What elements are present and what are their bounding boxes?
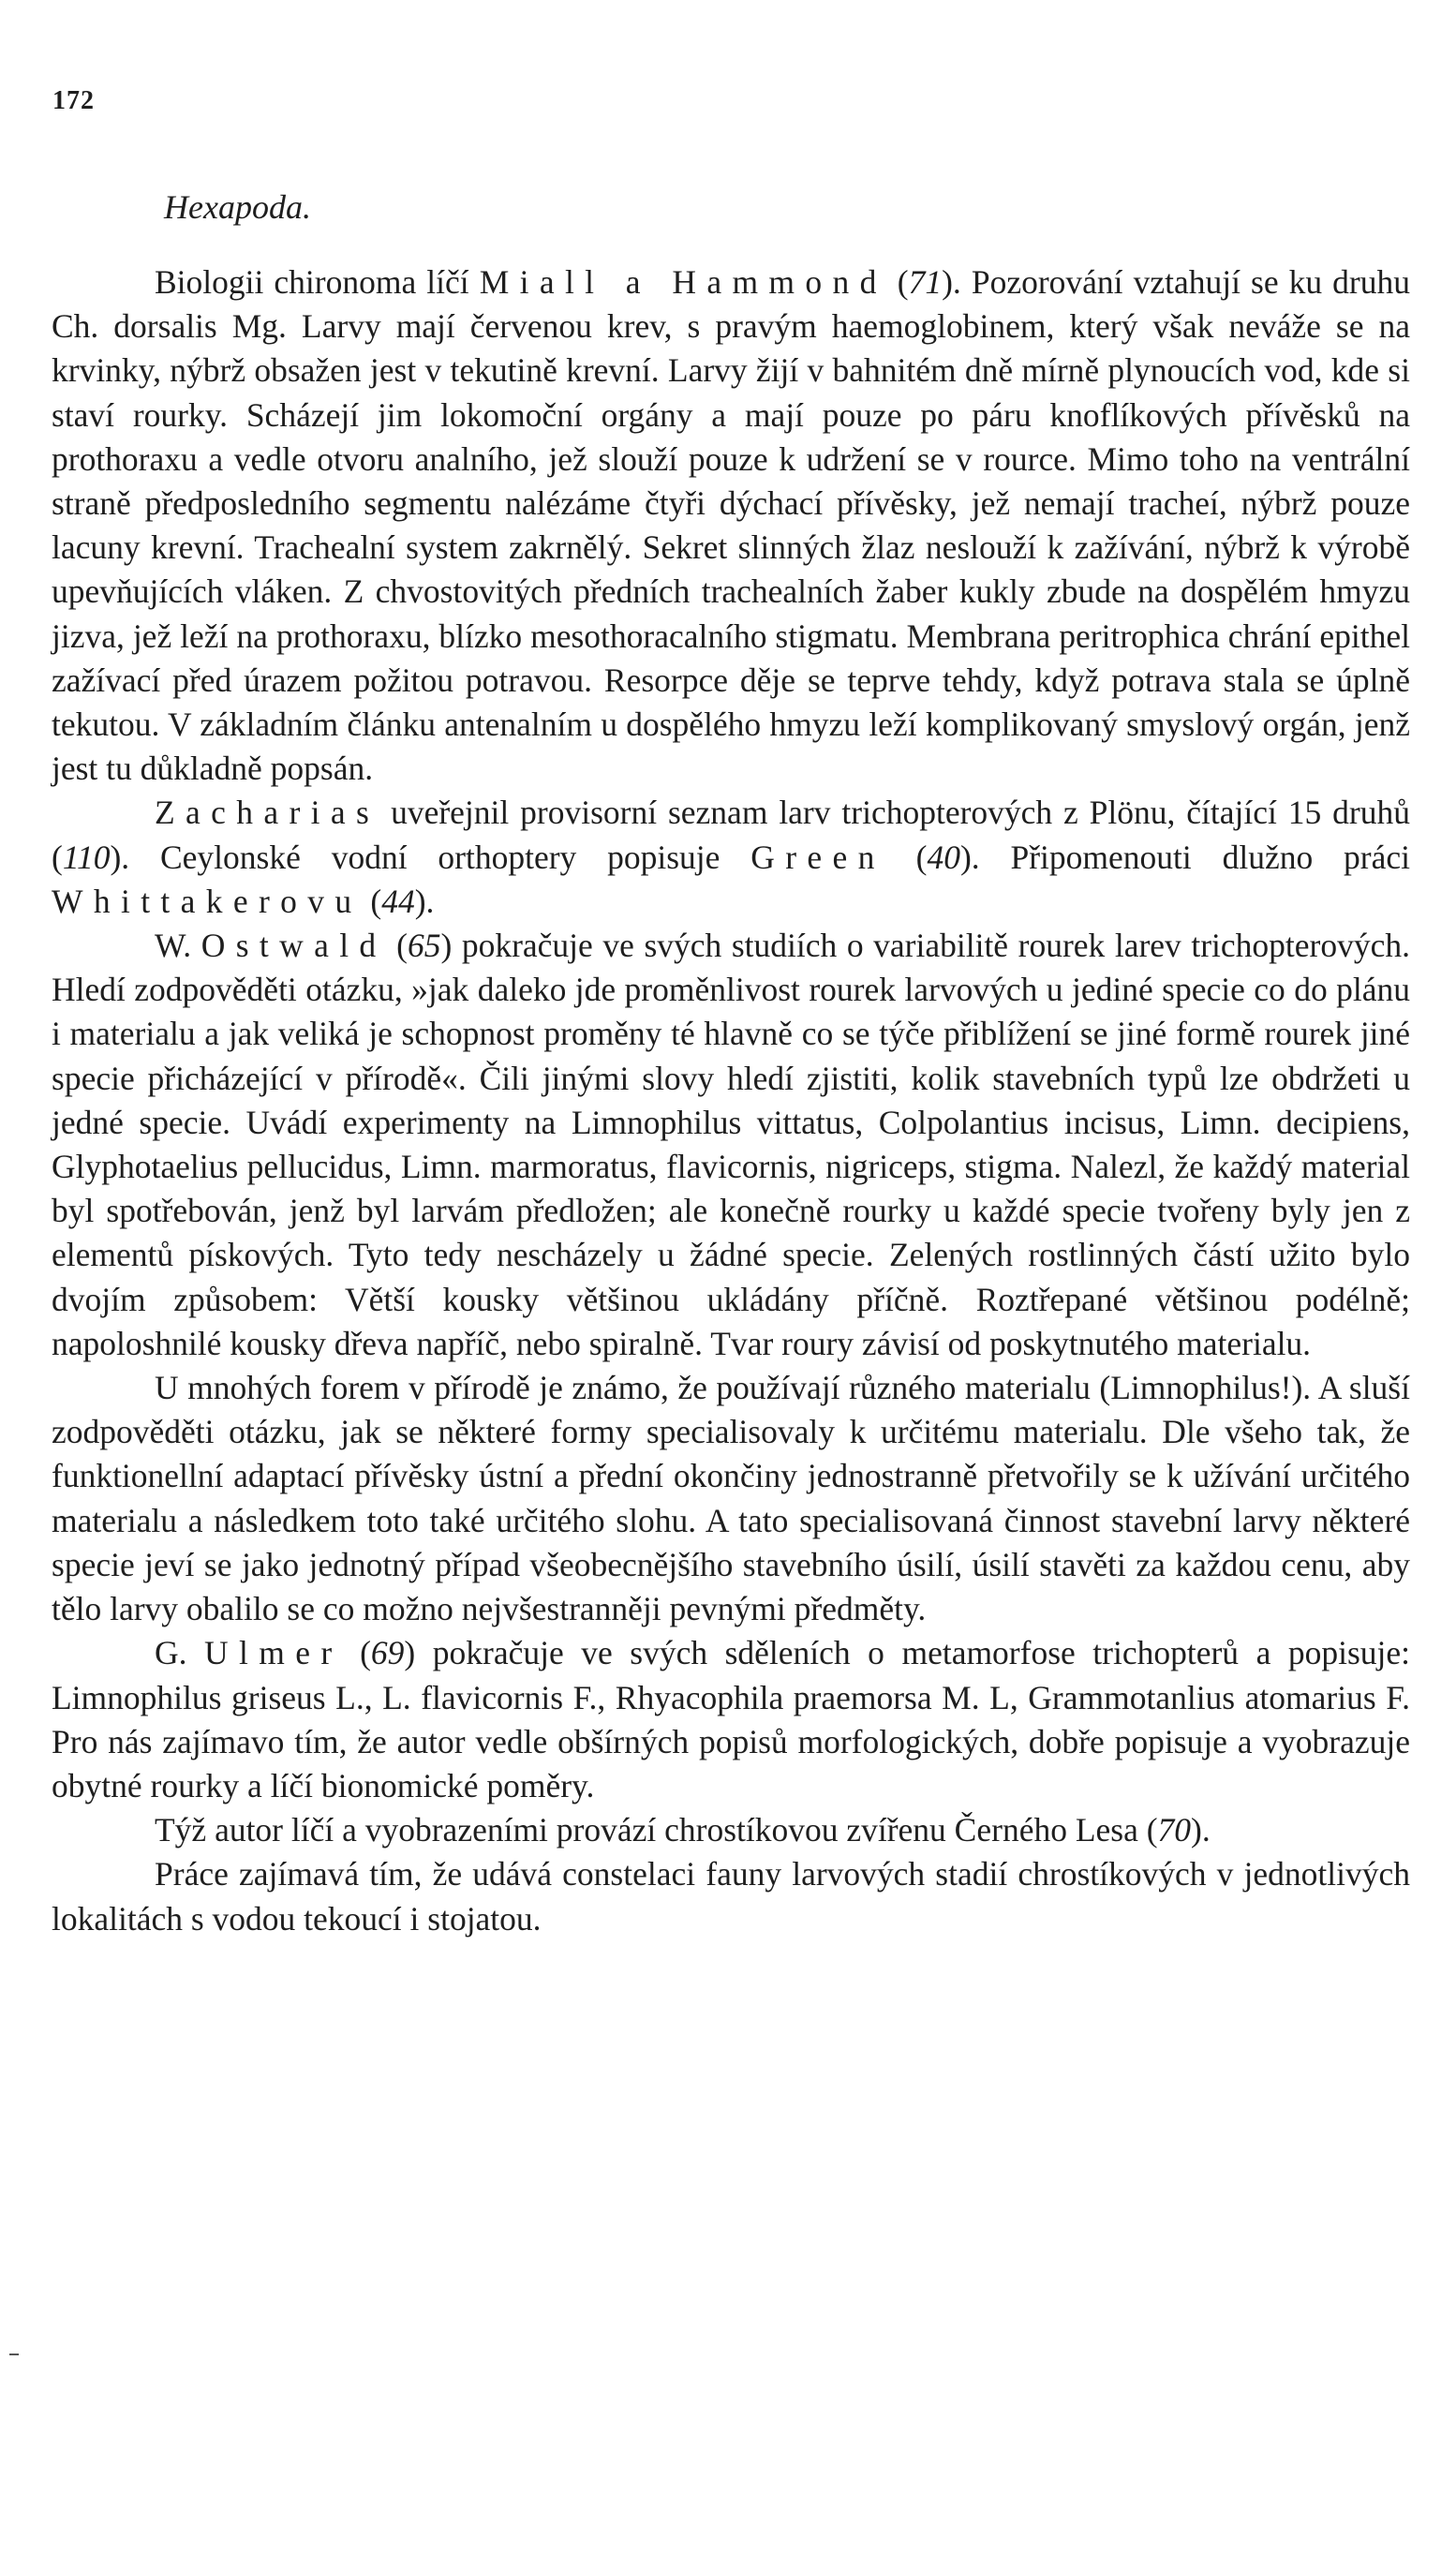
author-name: Ulmer <box>204 1634 343 1672</box>
paragraph-1: Biologii chironoma líčí Miall a Hammond (71). Pozorování vztahují se ku druhu Ch. dorsalis Mg. Larvy mají červenou krev, s pravým haemoglobinem, který však neváže se na krvinky, nýbrž obsažen jest v tekutině krevní. Larvy žijí v bahnitém dně mírně plynoucích vod, kde si staví rourky. Scházejí jim lokomoční orgány a mají pouze po páru knoflíkových přívěsků na prothoraxu a vedle otvoru analního, jež slouží pouze k udržení se v rource. Mimo toho na ventrální straně předposledního segmentu nalézáme čtyři dýchací přívěsky, jež nemají tracheí, nýbrž pouze lacuny krevní. Trachealní system zakrnělý. Sekret slinných žlaz neslouží k zažívání, nýbrž k výrobě upevňujících vláken. Z chvostovitých předních trachealních žaber kukly zbude na dospělém hmyzu jizva, jež leží na prothoraxu, blízko mesothoracalního stigmatu. Membrana peritrophica chrání epithel zažívací před úrazem požitou potravou. Resorpce děje se teprve tehdy, když potrava stala se úplně tekutou. V základním článku antenalním u dospělého hmyzu leží komplikovaný smyslový orgán, jenž jest tu důkladně popsán. <box>52 263 1410 788</box>
reference-number: 65 <box>407 927 441 965</box>
reference-number: 110 <box>62 838 111 876</box>
reference-number: 69 <box>370 1634 405 1672</box>
reference-number: 40 <box>927 838 960 876</box>
paragraph-7: Práce zajímavá tím, že udává constelaci fauny larvových stadií chrostíkových v jednotlivých lokalitách s vodou tekoucí i stojatou. <box>52 1855 1410 1938</box>
reference-number: 71 <box>908 263 943 301</box>
author-name: Green <box>750 838 885 876</box>
paragraph-2: Zacharias uveřejnil provisorní seznam larv trichopterových z Plönu, čítající 15 druhů (110). Ceylonské vodní orthoptery popisuje Green (40). Připomenouti dlužno práci Whittakerovu (44). <box>52 794 1411 920</box>
page-number: 172 <box>52 86 95 115</box>
paragraph-3: W. Ostwald (65) pokračuje ve svých studiích o variabilitě rourek larev trichopterových. Hledí zodpověděti otázku, »jak daleko jde proměnlivost rourek larvových u jediné specie co do plánu i materialu a jak veliká je schopnost proměny té hlavně co se týče přiblížení se jiné formě rourek jiné specie přicházející v přírodě«. Čili jinými slovy hledí zjistiti, kolik stavebních typů lze obdržeti u jedné specie. Uvádí experimenty na Limnophilus vittatus, Colpolantius incisus, Limn. decipiens, Glyphotaelius pellucidus, Limn. marmoratus, flavicornis, nigriceps, stigma. Nalezl, že každý material byl spotřebován, jenž byl larvám předložen; ale konečně rourky u každé specie tvořeny byly jen z elementů pískových. Tyto tedy nescházely u žádné specie. Zelených rostlinných částí užito bylo dvojím způsobem: Větší kousky většinou ukládány příčně. Roztřepané většinou podélně; napoloshnilé kousky dřeva napříč, nebo spiralně. Tvar roury závisí od poskytnutého materialu. <box>52 927 1411 1362</box>
running-head: Hexapoda. <box>164 188 311 226</box>
author-name: Miall a Hammond <box>479 263 887 301</box>
reference-number: 44 <box>381 882 415 920</box>
paragraph-5: G. Ulmer (69) pokračuje ve svých sděleních o metamorfose trichopterů a popisuje: Limnophilus griseus L., L. flavicornis F., Rhyacophila praemorsa M. L, Grammotanlius atomarius F. Pro nás zajímavo tím, že autor vedle obšírných popisů morfologických, dobře popisuje a vyobrazuje obytné rourky a líčí bionomické poměry. <box>52 1634 1411 1804</box>
author-name: Zacharias <box>155 794 380 832</box>
margin-mark <box>9 2354 19 2355</box>
author-name: Ostwald <box>201 927 387 965</box>
author-name: Whittakerovu <box>52 882 363 920</box>
paragraph-4: U mnohých forem v přírodě je známo, že používají různého materialu (Limnophilus!). A sluší zodpověděti otázku, jak se některé formy specialisovaly k určitému materialu. Dle všeho tak, že funktionellní adaptací přívěsky ústní a přední okončiny jednostranně přetvořily se k užívání určitého materialu a následkem toto také určitého slohu. A tato specialisovaná činnost stavební larvy některé specie jeví se jako jednotný případ všeobecnějšího stavebního úsilí, úsilí stavěti za každou cenu, aby tělo larvy obalilo se co možno nejvšestranněji pevnými předměty. <box>52 1369 1410 1628</box>
reference-number: 70 <box>1157 1811 1192 1849</box>
body-text <box>52 260 1410 1941</box>
paragraph-6: Týž autor líčí a vyobrazeními provází chrostíkovou zvířenu Černého Lesa (70). <box>155 1811 1211 1849</box>
